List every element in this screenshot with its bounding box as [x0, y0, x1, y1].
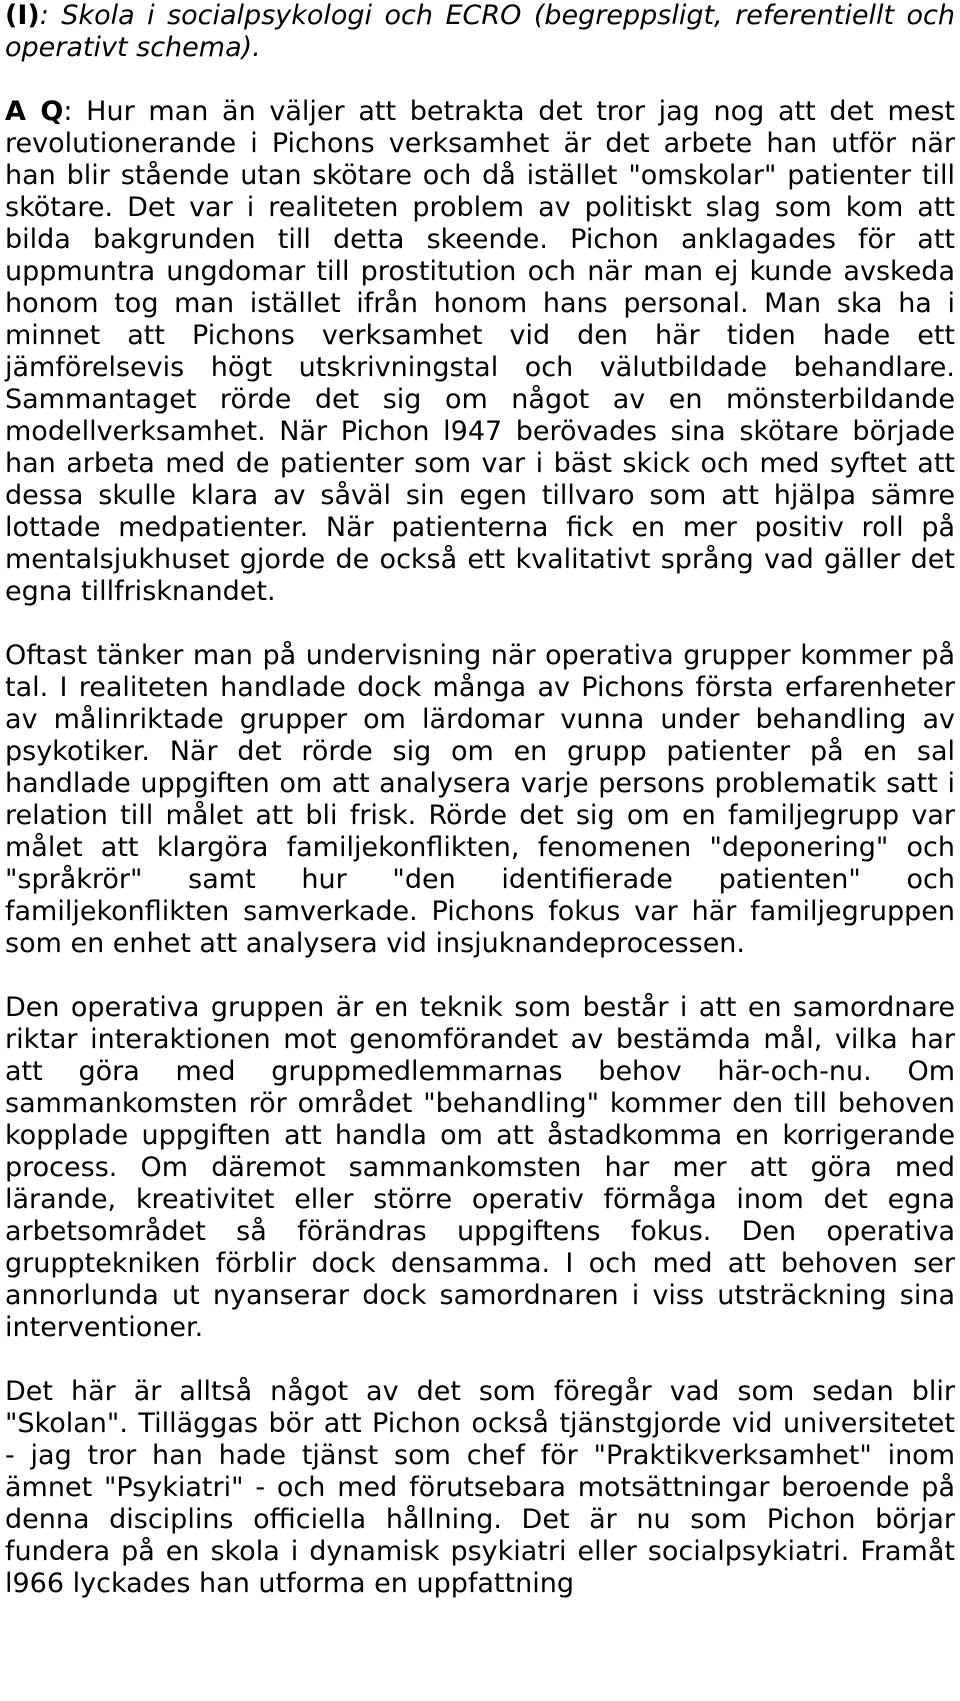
section-label: (I) — [5, 0, 40, 31]
section-title: : Skola i socialpsykologi och ECRO (begreppsligt, referentiellt och operativt schema). — [5, 0, 955, 63]
paragraph-gap — [5, 64, 955, 96]
paragraph-operative-groups: Oftast tänker man på undervisning när operativa grupper kommer på tal. I realiteten handlade dock många av Pichons första erfarenheter av målinriktade grupper om lärdomar vunna under behandling av psykotiker. När det rörde sig om en grupp patienter på en sal handlade uppgiften om att analysera varje persons problematik satt i relation till målet att bli frisk. Rörde det sig om en familjegrupp var målet att klargöra familjekonflikten, fenomenen "deponering" och "språkrör" samt hur "den identifierade patienten" och familjekonflikten samverkade. Pichons fokus var här familjegruppen som en enhet att analysera vid insjuknandeprocessen. — [5, 640, 955, 959]
paragraph-gap — [5, 1344, 955, 1376]
paragraph-school: Det här är alltså något av det som föregår vad som sedan blir "Skolan". Tilläggas bör att Pichon också tjänstgjorde vid universitetet - jag tror han hade tjänst som chef för "Praktikverksamhet" inom ämnet "Psykiatri" - och med förutsebara motsättningar beroende på denna disciplins officiella hållning. Det är nu som Pichon börjar fundera på en skola i dynamisk psykiatri eller socialpsykiatri. Framåt l966 lyckades han utforma en uppfattning — [5, 1376, 955, 1599]
speaker-label: A Q — [5, 96, 64, 127]
paragraph-text: : Hur man än väljer att betrakta det tror jag nog att det mest revolutionerande i Pichons verksamhet är det arbete han utför när han blir stående utan skötare och då istället "omskolar" patienter till skötare. Det var i realiteten problem av politiskt slag som kom att bilda bakgrunden till detta skeende. Pichon anklagades för att uppmuntra ungdomar till prostitution och när man ej kunde avskeda honom tog man istället ifrån honom hans personal. Man ska ha i minnet att Pichons verksamhet vid den här tiden hade ett jämförelsevis högt utskrivningstal och välutbildade behandlare. Sammantaget rörde det sig om något av en mönsterbildande modellverksamhet. När Pichon l947 berövades sina skötare började han arbeta med de patienter som var i bäst skick och med syftet att dessa skulle klara av såväl sin egen tillvaro som att hjälpa sämre lottade medpatienter. När patienterna fick en mer positiv roll på mentalsjukhuset gjorde de också ett kvalitativt språng vad gäller det egna tillfrisknandet. — [5, 96, 956, 607]
document-page — [5, 0, 955, 1600]
paragraph-gap — [5, 608, 955, 640]
paragraph-gap — [5, 960, 955, 992]
paragraph-answer — [5, 96, 955, 608]
section-heading — [5, 0, 955, 64]
paragraph-technique: Den operativa gruppen är en teknik som består i att en samordnare riktar interaktionen mot genomförandet av bestämda mål, vilka har att göra med gruppmedlemmarnas behov här-och-nu. Om sammankomsten rör området "behandling" kommer den till behoven kopplade uppgiften att handla om att åstadkomma en korrigerande process. Om däremot sammankomsten har mer att göra med lärande, kreativitet eller större operativ förmåga inom det egna arbetsområdet så förändras uppgiftens fokus. Den operativa grupptekniken förblir dock densamma. I och med att behoven ser annorlunda ut nyanserar dock samordnaren i viss utsträckning sina interventioner. — [5, 992, 955, 1343]
